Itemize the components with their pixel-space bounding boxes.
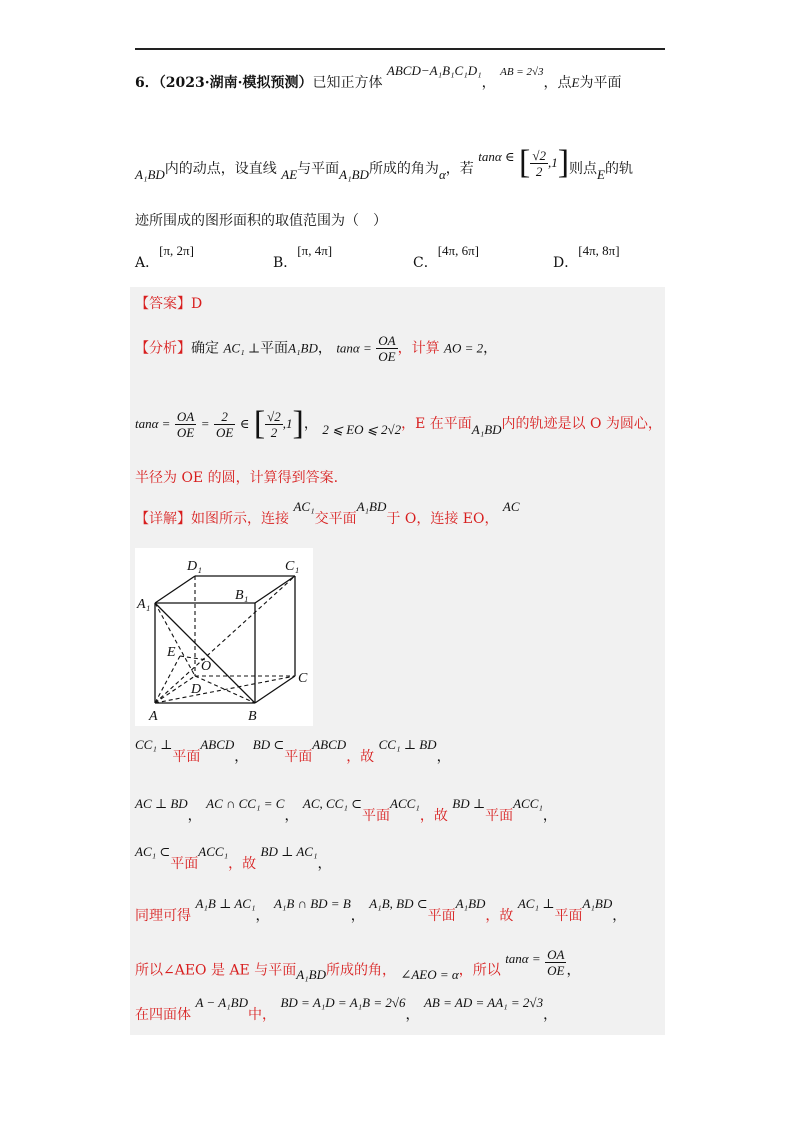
question-line-1: 6．（2023·湖南·模拟预测）已知正方体 ABCD−A₁B₁C₁D₁， $^{AB = 2√3}$，点E为平面	[135, 63, 622, 91]
cube-diagram	[135, 548, 313, 726]
math-ab: AB = 2√3	[500, 66, 544, 78]
math-e: E	[571, 75, 580, 90]
label-c1: C₁	[285, 559, 300, 574]
label-a1: A₁	[137, 597, 151, 612]
math-ae: AE	[281, 167, 298, 182]
math-comma1: ,1	[547, 155, 558, 170]
proof-line-1: CC₁ ⊥平面ABCD， BD ⊂平面ABCD，故 CC₁ ⊥ BD，	[135, 737, 451, 765]
text: ，点	[543, 75, 572, 91]
proof-line-4: 同理可得 A₁B ⊥ AC₁， A₁B ∩ BD = B， A₁B, BD ⊂平面A₁BD，故 AC₁ ⊥平面A₁BD，	[135, 896, 627, 924]
cube-figure	[135, 548, 313, 726]
frac-sqrt2-2: $\frac{√2}{2}$	[532, 147, 546, 179]
option-d: D．[4π, 8π]	[553, 243, 620, 271]
label-d1: D₁	[187, 559, 202, 574]
math-alpha: α	[438, 167, 446, 182]
analysis-line-3: 半径为 OE 的圆，计算得到答案.	[135, 470, 339, 486]
label-d: D	[191, 682, 202, 697]
label-o: O	[201, 659, 212, 674]
proof-line-3: AC₁ ⊂平面ACC₁，故 BD ⊥ AC₁，	[135, 844, 332, 872]
detail-line-1: 【详解】如图所示，连接 AC₁交平面A₁BD于 O，连接 EO， AC	[135, 499, 520, 527]
option-b: B．[π, 4π]	[273, 243, 333, 271]
text: 所成的角为	[368, 161, 439, 177]
label-b: B	[248, 709, 257, 724]
label-a: A	[149, 709, 158, 724]
text: 的轨	[604, 161, 633, 177]
label-e: E	[167, 645, 176, 660]
label-c: C	[298, 671, 308, 686]
text: 为平面	[579, 75, 622, 91]
label-b1: B₁	[235, 588, 249, 603]
math-tan: tanα ∈	[478, 149, 515, 164]
text: 已知正方体	[312, 75, 383, 91]
math-e: E	[597, 167, 605, 182]
math-plane: A₁BD	[135, 167, 165, 182]
question-source: （2023·湖南·模拟预测）	[158, 75, 313, 91]
question-line-3: 迹所围成的图形面积的取值范围为（ ）	[135, 213, 387, 229]
option-c: C．[4π, 6π]	[413, 243, 480, 271]
analysis-line-1: 【分析】确定 AC₁ ⊥平面A₁BD， tanα = $\frac{OA}{OE}$ ，计算 AO = 2，	[135, 333, 498, 364]
bracket-left: [	[518, 144, 531, 181]
question-line-2	[135, 144, 633, 188]
math-plane: A₁BD	[339, 167, 369, 182]
proof-line-6: 在四面体 A − A₁BD中， BD = A₁D = A₁B = 2√6， AB = AD = AA₁ = 2√3，	[135, 995, 558, 1023]
text: 内的动点，设直线	[164, 161, 277, 177]
option-a: A．[π, 2π]	[135, 243, 194, 271]
header-rule	[135, 48, 665, 50]
math-cube: ABCD−A₁B₁C₁D₁	[386, 63, 482, 78]
text: ，若	[445, 161, 474, 177]
text: 与平面	[297, 161, 340, 177]
analysis-line-2: tanα = $\frac{OA}{OE}$ = $\frac{2}{OE}$ ∈ [ $\frac{√2}{2}$ ,1]， 2 ⩽ EO ⩽ 2√2，E 在平面A₁BD内的轨迹是以 O 为圆心，	[135, 405, 662, 442]
proof-line-5: 所以∠AEO 是 AE 与平面A₁BD所成的角， ∠AEO = α，所以 tanα = $\frac{OA}{OE}$ ，	[135, 947, 581, 982]
proof-line-2: AC ⊥ BD， AC ∩ CC₁ = C， AC, CC₁ ⊂平面ACC₁，故 BD ⊥平面ACC₁，	[135, 796, 557, 824]
bracket-right: ]	[557, 144, 570, 181]
question-number: 6．	[135, 75, 159, 91]
answer-line: 【答案】D	[135, 296, 203, 312]
text: 则点	[569, 161, 598, 177]
